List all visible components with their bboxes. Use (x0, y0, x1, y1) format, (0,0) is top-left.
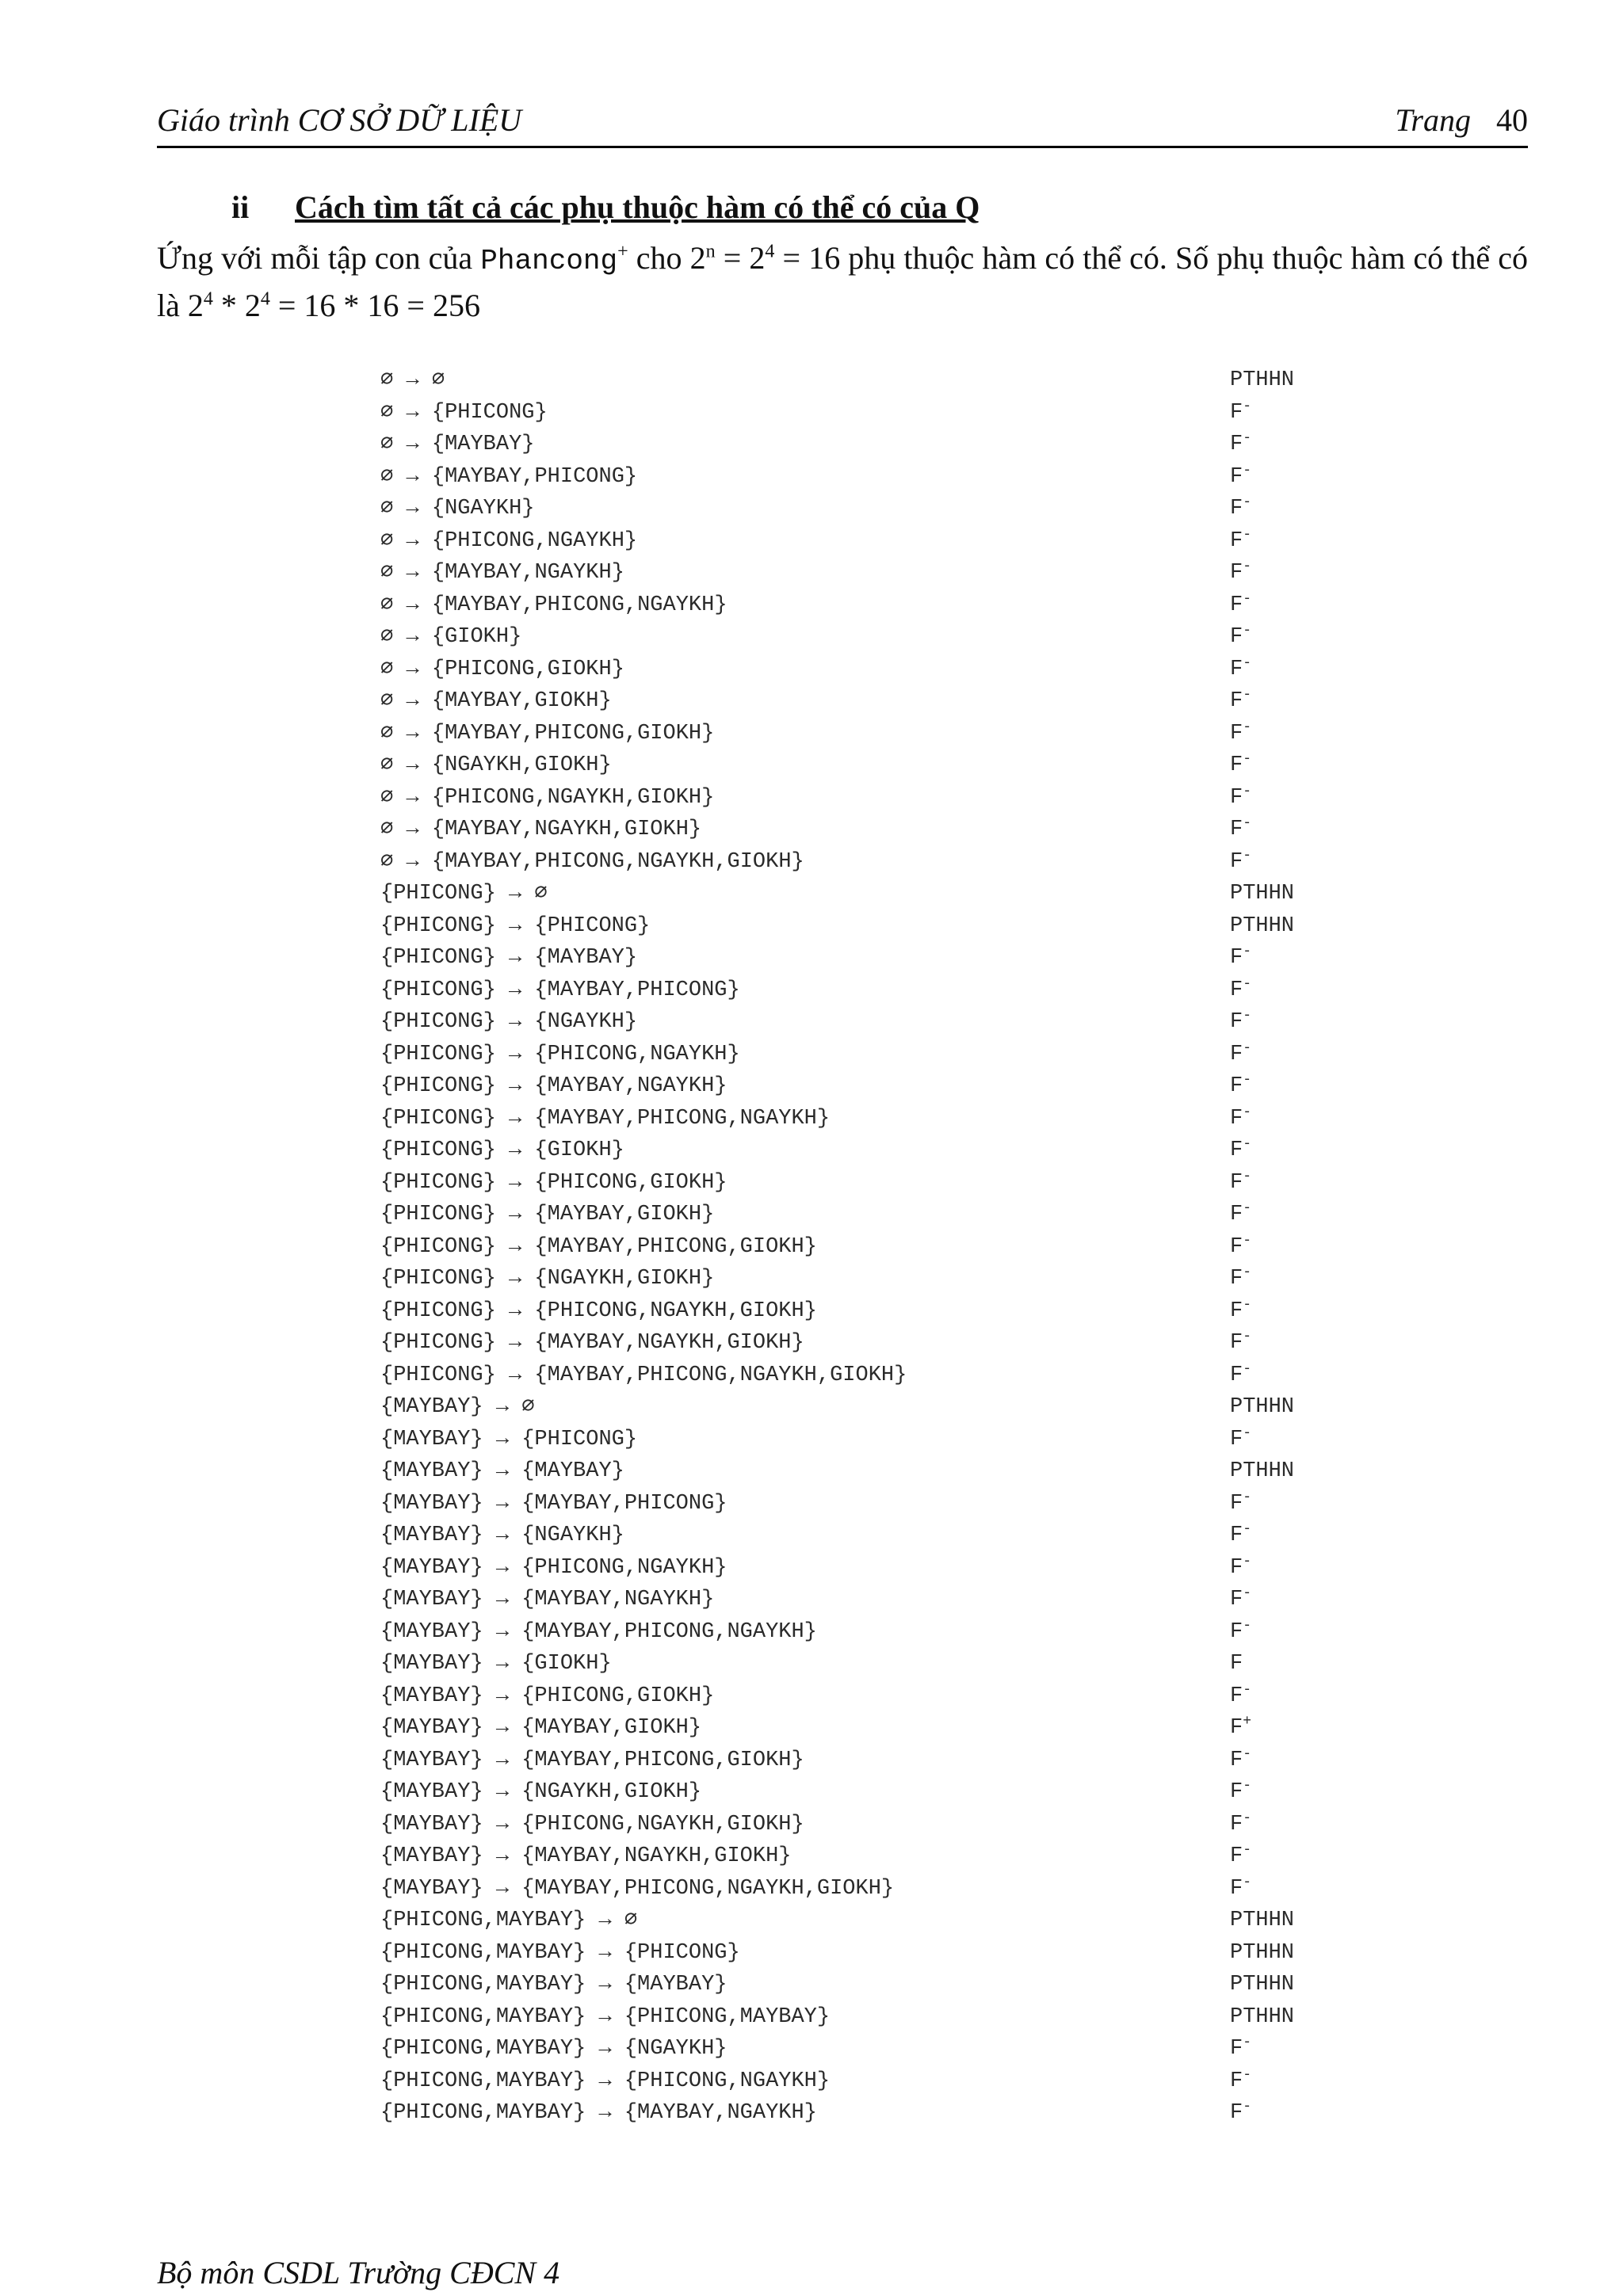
result-label: F (1230, 1074, 1243, 1098)
dependency-result (1230, 814, 1251, 846)
result-label: F (1230, 1331, 1243, 1355)
dependency-expression: {PHICONG} → {MAYBAY,NGAYKH} (380, 1074, 727, 1098)
dependency-result (1230, 364, 1294, 397)
dependency-expression: ∅ → {NGAYKH,GIOKH} (380, 753, 612, 777)
result-label: F (1230, 1684, 1243, 1708)
dependency-expression: ∅ → {NGAYKH} (380, 497, 535, 521)
dependency-result (1230, 1327, 1251, 1360)
dependency-row (380, 846, 1411, 879)
dependency-expression: ∅ → {MAYBAY,NGAYKH,GIOKH} (380, 818, 702, 841)
result-label: PTHHN (1230, 2004, 1295, 2029)
dependency-expression: {MAYBAY} → {MAYBAY,GIOKH} (380, 1716, 702, 1740)
dependency-result (1230, 2033, 1251, 2065)
dependency-result (1230, 1263, 1251, 1295)
dependency-result (1230, 1616, 1251, 1649)
dependency-row (380, 1873, 1411, 1905)
dependency-row (380, 1039, 1411, 1071)
dependency-expression: {MAYBAY} → {MAYBAY,NGAYKH,GIOKH} (380, 1844, 792, 1868)
result-label: F (1230, 849, 1243, 874)
dependency-row (380, 878, 1411, 910)
dependency-result (1230, 718, 1251, 750)
result-label: PTHHN (1230, 882, 1295, 906)
result-sign: - (1243, 783, 1252, 799)
dependency-row (380, 814, 1411, 846)
dependency-row (380, 1969, 1411, 2001)
dependency-row (380, 429, 1411, 461)
dependency-expression: {PHICONG} → {MAYBAY,PHICONG} (380, 978, 740, 1002)
dependency-result (1230, 1070, 1251, 1103)
dependency-expression: ∅ → {PHICONG,NGAYKH,GIOKH} (380, 785, 715, 810)
result-label: F (1230, 593, 1243, 617)
result-label: F (1230, 1780, 1243, 1804)
result-sign: - (1243, 654, 1252, 671)
dependency-result (1230, 1648, 1243, 1680)
dependency-result (1230, 589, 1251, 622)
result-label: F (1230, 785, 1243, 810)
result-sign: - (1243, 687, 1252, 703)
dependency-expression: {MAYBAY} → {NGAYKH} (380, 1524, 624, 1547)
result-sign: - (1243, 975, 1252, 992)
result-label: F (1230, 1299, 1243, 1323)
dependency-result (1230, 1905, 1294, 1937)
result-label: F (1230, 753, 1243, 777)
result-label: F (1230, 1010, 1243, 1034)
page-label: Trang (1395, 102, 1471, 138)
dependency-expression: ∅ → {MAYBAY,NGAYKH} (380, 561, 624, 585)
result-label: F (1230, 1427, 1243, 1451)
dependency-expression: {MAYBAY} → {MAYBAY,PHICONG,GIOKH} (380, 1748, 804, 1772)
page-header (157, 101, 1528, 148)
dependency-expression: ∅ → {MAYBAY,PHICONG} (380, 464, 638, 489)
dependency-expression: {PHICONG} → {MAYBAY} (380, 946, 638, 970)
result-sign: - (1243, 1874, 1252, 1890)
sup-n: n (705, 241, 716, 262)
dependency-expression: {PHICONG} → {NGAYKH,GIOKH} (380, 1267, 715, 1291)
result-label: F (1230, 1844, 1243, 1868)
result-sign: - (1243, 1039, 1252, 1056)
dependency-row (380, 1648, 1411, 1680)
page-footer: Bộ môn CSDL Trường CĐCN 4 (157, 2255, 560, 2290)
result-sign: - (1243, 623, 1252, 639)
dependency-row (380, 782, 1411, 814)
dependency-result (1230, 1103, 1251, 1135)
result-sign: - (1243, 526, 1252, 543)
dependency-expression: {PHICONG} → {NGAYKH} (380, 1010, 638, 1034)
dependency-expression: {PHICONG} → {PHICONG,GIOKH} (380, 1170, 727, 1195)
dependency-expression: ∅ → {PHICONG,GIOKH} (380, 657, 624, 681)
result-label: F (1230, 1716, 1243, 1740)
result-label: F (1230, 1042, 1243, 1066)
dependency-row (380, 589, 1411, 622)
dependency-expression: ∅ → {MAYBAY,PHICONG,NGAYKH,GIOKH} (380, 849, 804, 874)
dependency-expression: {PHICONG,MAYBAY} → {NGAYKH} (380, 2037, 727, 2061)
dependency-row (380, 493, 1411, 525)
result-sign: - (1243, 1072, 1252, 1088)
dependency-row (380, 1391, 1411, 1424)
dependency-row (380, 685, 1411, 718)
dependency-row (380, 2065, 1411, 2098)
result-sign: - (1243, 1136, 1252, 1152)
dependency-expression: {MAYBAY} → {GIOKH} (380, 1652, 612, 1676)
dependency-row (380, 1809, 1411, 1841)
result-sign: - (1243, 1842, 1252, 1858)
dependency-expression: {PHICONG} → {PHICONG} (380, 913, 651, 938)
dependency-expression: {MAYBAY} → {MAYBAY,PHICONG,NGAYKH,GIOKH} (380, 1876, 895, 1901)
result-sign: - (1243, 2099, 1252, 2115)
dependency-row (380, 2033, 1411, 2065)
dependency-expression: {PHICONG} → {MAYBAY,NGAYKH,GIOKH} (380, 1331, 804, 1355)
result-sign: - (1243, 944, 1252, 959)
dependency-expression: {PHICONG} → {MAYBAY,PHICONG,GIOKH} (380, 1234, 817, 1259)
dependency-result (1230, 782, 1251, 814)
dependency-result (1230, 685, 1251, 718)
result-label: F (1230, 1234, 1243, 1259)
dependency-result (1230, 846, 1251, 879)
result-label: F (1230, 1619, 1243, 1644)
result-sign: - (1243, 1521, 1252, 1537)
result-sign: - (1243, 590, 1252, 607)
dependency-row (380, 1905, 1411, 1937)
result-sign: - (1243, 1681, 1252, 1698)
dependency-result (1230, 1231, 1251, 1264)
result-label: PTHHN (1230, 913, 1295, 938)
dependency-row (380, 718, 1411, 750)
dependency-row (380, 1520, 1411, 1552)
relation-sup: + (617, 241, 628, 262)
dependency-expression: {MAYBAY} → {MAYBAY,PHICONG,NGAYKH} (380, 1619, 817, 1644)
dependency-result (1230, 749, 1251, 782)
dependency-expression: {PHICONG,MAYBAY} → {PHICONG} (380, 1940, 740, 1965)
dependency-result (1230, 910, 1294, 943)
dependency-row (380, 2001, 1411, 2034)
result-label: F (1230, 1363, 1243, 1387)
dependency-result (1230, 1360, 1251, 1392)
para-text-1: Ứng với mỗi tập con của (157, 240, 481, 276)
result-label: F (1230, 1876, 1243, 1901)
result-sign: - (1243, 494, 1252, 510)
dependency-expression: ∅ → {PHICONG} (380, 400, 548, 425)
result-sign: - (1243, 2035, 1252, 2050)
result-label: PTHHN (1230, 1459, 1295, 1483)
result-sign: - (1243, 1360, 1252, 1377)
result-label: F (1230, 1138, 1243, 1162)
dependency-expression: {PHICONG} → {GIOKH} (380, 1138, 624, 1162)
dependency-row (380, 1199, 1411, 1231)
result-label: F (1230, 497, 1243, 521)
intro-paragraph (157, 236, 1528, 328)
dependency-expression: {PHICONG} → {PHICONG,NGAYKH} (380, 1042, 740, 1066)
dependency-result (1230, 397, 1251, 429)
dependency-row (380, 1295, 1411, 1328)
result-label: PTHHN (1230, 1395, 1295, 1419)
para-text-3: = 2 (715, 240, 766, 276)
dependency-result (1230, 1424, 1251, 1456)
dependency-expression: {MAYBAY} → {PHICONG,GIOKH} (380, 1684, 715, 1708)
dependency-expression: {PHICONG} → {PHICONG,NGAYKH,GIOKH} (380, 1299, 817, 1323)
dependency-expression: ∅ → {MAYBAY} (380, 433, 535, 456)
dependency-row (380, 2097, 1411, 2130)
result-sign: - (1243, 815, 1252, 831)
result-sign: - (1243, 1617, 1252, 1634)
dependency-result (1230, 429, 1251, 461)
dependency-expression: {MAYBAY} → {PHICONG} (380, 1427, 638, 1451)
dependency-expression: {MAYBAY} → {NGAYKH,GIOKH} (380, 1780, 702, 1804)
result-sign: - (1243, 1296, 1252, 1313)
result-label: F (1230, 1106, 1243, 1131)
dependency-expression: {PHICONG} → {MAYBAY,PHICONG,NGAYKH,GIOKH} (380, 1363, 907, 1387)
result-label: F (1230, 400, 1243, 425)
result-label: F (1230, 1555, 1243, 1580)
result-label: F (1230, 1812, 1243, 1836)
result-label: F (1230, 528, 1243, 553)
dependency-row (380, 1552, 1411, 1585)
dependency-result (1230, 1295, 1251, 1328)
relation-name: Phancong (480, 245, 618, 277)
dependency-row (380, 1937, 1411, 1970)
result-sign: - (1243, 1008, 1252, 1024)
result-sign: - (1243, 1104, 1252, 1120)
result-sign: - (1243, 462, 1252, 479)
dependency-row (380, 1488, 1411, 1520)
sup-4a: 4 (765, 241, 775, 262)
dependency-row (380, 1455, 1411, 1488)
dependency-result (1230, 1712, 1251, 1745)
sup-4c: 4 (260, 288, 270, 310)
dependency-row (380, 364, 1411, 397)
dependency-expression: ∅ → {MAYBAY,GIOKH} (380, 689, 612, 713)
dependency-row (380, 1006, 1411, 1039)
dependency-row (380, 910, 1411, 943)
result-label: F (1230, 1524, 1243, 1547)
dependency-result (1230, 942, 1251, 974)
result-label: PTHHN (1230, 1940, 1295, 1965)
dependency-result (1230, 654, 1251, 686)
para-text-5: * 2 (212, 288, 261, 323)
result-label: F (1230, 1748, 1243, 1772)
dependency-result (1230, 557, 1251, 589)
result-sign: - (1243, 1745, 1252, 1762)
dependency-row (380, 974, 1411, 1007)
dependency-expression: ∅ → {MAYBAY,PHICONG,GIOKH} (380, 721, 715, 746)
dependency-row (380, 1424, 1411, 1456)
dependency-row (380, 942, 1411, 974)
dependency-result (1230, 2001, 1294, 2034)
dependency-row (380, 557, 1411, 589)
para-text-2: cho 2 (628, 240, 706, 276)
result-label: F (1230, 1267, 1243, 1291)
result-sign: - (1243, 1264, 1252, 1280)
dependency-result (1230, 1167, 1251, 1199)
result-label: F (1230, 1170, 1243, 1195)
dependency-row (380, 1776, 1411, 1809)
dependency-result (1230, 1873, 1251, 1905)
result-label: F (1230, 1652, 1243, 1676)
result-label: PTHHN (1230, 368, 1295, 392)
dependency-row (380, 1070, 1411, 1103)
result-sign: - (1243, 1553, 1252, 1569)
result-label: F (1230, 625, 1243, 649)
dependency-expression: {MAYBAY} → {MAYBAY} (380, 1459, 624, 1483)
dependency-expression: {PHICONG,MAYBAY} → {MAYBAY,NGAYKH} (380, 2101, 817, 2125)
result-label: F (1230, 721, 1243, 746)
dependency-result (1230, 461, 1251, 494)
dependency-result (1230, 1520, 1251, 1552)
dependency-row (380, 1584, 1411, 1616)
result-label: F (1230, 657, 1243, 681)
result-sign: - (1243, 847, 1252, 864)
dependency-result (1230, 1840, 1251, 1873)
dependency-expression: {MAYBAY} → {PHICONG,NGAYKH,GIOKH} (380, 1812, 804, 1836)
para-text-4: = 16 phụ thuộc hàm có thể có. Số phụ thuộc hàm có thể có là 2 (157, 240, 1529, 323)
dependency-row (380, 1135, 1411, 1167)
result-label: F (1230, 2037, 1243, 2061)
dependency-expression: {PHICONG,MAYBAY} → ∅ (380, 1909, 638, 1932)
dependency-result (1230, 1135, 1251, 1167)
dependency-expression: ∅ → {GIOKH} (380, 625, 522, 649)
dependency-expression: {PHICONG,MAYBAY} → {PHICONG,NGAYKH} (380, 2069, 831, 2093)
result-sign: + (1243, 1714, 1252, 1730)
page-number: 40 (1496, 102, 1528, 138)
result-sign: - (1243, 1778, 1252, 1794)
result-label: F (1230, 433, 1243, 456)
dependency-row (380, 461, 1411, 494)
para-text-6: = 16 * 16 = 256 (269, 288, 480, 323)
result-sign: - (1243, 1810, 1252, 1826)
result-label: F (1230, 1203, 1243, 1226)
dependency-result (1230, 1584, 1251, 1616)
dependency-result (1230, 621, 1251, 654)
header-title: Giáo trình CƠ SỞ DỮ LIỆU (157, 102, 522, 138)
dependency-result (1230, 1552, 1251, 1585)
dependency-result (1230, 1680, 1251, 1713)
result-label: F (1230, 1491, 1243, 1516)
dependency-expression: {PHICONG} → {MAYBAY,PHICONG,NGAYKH} (380, 1106, 831, 1131)
section-title: Cách tìm tất cả các phụ thuộc hàm có thể có của Q (295, 189, 980, 225)
dependency-result (1230, 1937, 1294, 1970)
dependency-row (380, 1840, 1411, 1873)
dependency-result (1230, 1039, 1251, 1071)
dependency-result (1230, 1455, 1294, 1488)
result-sign: - (1243, 1489, 1252, 1505)
dependency-result (1230, 1745, 1251, 1777)
result-sign: - (1243, 1585, 1252, 1601)
result-sign: - (1243, 559, 1252, 574)
result-sign: - (1243, 1425, 1252, 1441)
dependency-row (380, 1103, 1411, 1135)
dependency-expression: {PHICONG,MAYBAY} → {PHICONG,MAYBAY} (380, 2004, 831, 2029)
result-label: F (1230, 946, 1243, 970)
result-sign: - (1243, 430, 1252, 446)
result-label: PTHHN (1230, 1973, 1295, 1997)
dependency-expression: {PHICONG} → {MAYBAY,GIOKH} (380, 1203, 715, 1226)
result-sign: - (1243, 1329, 1252, 1344)
dependency-result (1230, 493, 1251, 525)
dependency-result (1230, 974, 1251, 1007)
dependency-row (380, 1167, 1411, 1199)
dependency-row (380, 397, 1411, 429)
dependency-result (1230, 525, 1251, 558)
result-label: F (1230, 689, 1243, 713)
result-label: F (1230, 561, 1243, 585)
dependency-expression: {PHICONG,MAYBAY} → {MAYBAY} (380, 1973, 727, 1997)
dependency-result (1230, 1391, 1294, 1424)
dependency-expression: {MAYBAY} → {MAYBAY,PHICONG} (380, 1491, 727, 1516)
dependency-row (380, 1360, 1411, 1392)
dependency-row (380, 654, 1411, 686)
dependency-row (380, 1263, 1411, 1295)
dependency-row (380, 525, 1411, 558)
dependency-expression: {PHICONG} → ∅ (380, 882, 548, 906)
dependency-expression: {MAYBAY} → {PHICONG,NGAYKH} (380, 1555, 727, 1580)
result-label: F (1230, 978, 1243, 1002)
section-number: ii (231, 189, 250, 225)
result-sign: - (1243, 398, 1252, 414)
result-sign: - (1243, 719, 1252, 735)
dependency-result (1230, 1488, 1251, 1520)
result-sign: - (1243, 1232, 1252, 1249)
dependency-row (380, 1616, 1411, 1649)
dependency-row (380, 1712, 1411, 1745)
section-heading (231, 189, 980, 226)
sup-4b: 4 (203, 288, 213, 310)
result-sign: - (1243, 2066, 1252, 2083)
dependency-list (380, 364, 1411, 2130)
dependency-result (1230, 1776, 1251, 1809)
dependency-result (1230, 2065, 1251, 2098)
dependency-expression: ∅ → {PHICONG,NGAYKH} (380, 528, 638, 553)
dependency-expression: {MAYBAY} → ∅ (380, 1395, 535, 1419)
dependency-row (380, 749, 1411, 782)
dependency-row (380, 1327, 1411, 1360)
result-label: PTHHN (1230, 1909, 1295, 1932)
result-sign: - (1243, 751, 1252, 767)
dependency-result (1230, 878, 1294, 910)
result-label: F (1230, 818, 1243, 841)
dependency-result (1230, 1006, 1251, 1039)
dependency-expression: ∅ → {MAYBAY,PHICONG,NGAYKH} (380, 593, 727, 617)
dependency-result (1230, 1969, 1294, 2001)
result-label: F (1230, 2101, 1243, 2125)
dependency-expression: ∅ → ∅ (380, 368, 445, 392)
dependency-row (380, 1231, 1411, 1264)
dependency-expression: {MAYBAY} → {MAYBAY,NGAYKH} (380, 1588, 715, 1611)
dependency-result (1230, 1809, 1251, 1841)
result-label: F (1230, 2069, 1243, 2093)
result-label: F (1230, 1588, 1243, 1611)
dependency-result (1230, 1199, 1251, 1231)
dependency-row (380, 621, 1411, 654)
dependency-result (1230, 2097, 1251, 2130)
dependency-row (380, 1745, 1411, 1777)
result-sign: - (1243, 1168, 1252, 1184)
result-sign: - (1243, 1200, 1252, 1216)
header-page (1395, 101, 1528, 139)
result-label: F (1230, 464, 1243, 489)
dependency-row (380, 1680, 1411, 1713)
